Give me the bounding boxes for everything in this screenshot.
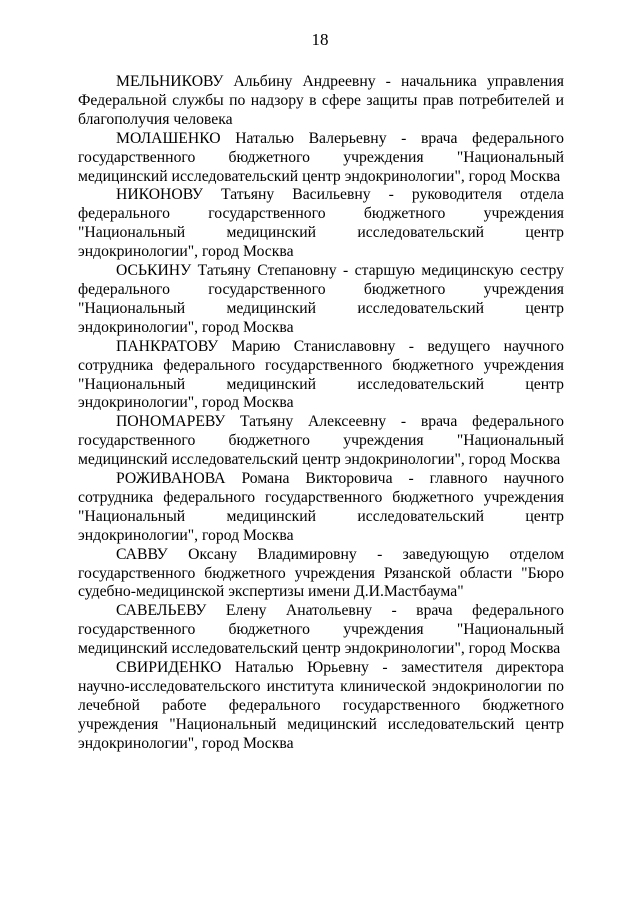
list-item: МОЛАШЕНКО Наталью Валерьевну - врача федерального государственного бюджетного учреждения "Национальный медицинский исследовательский центр эндокринологии", город Москва [78,129,564,185]
list-item: МЕЛЬНИКОВУ Альбину Андреевну - начальника управления Федеральной службы по надзору в сфере защиты прав потребителей и благополучия человека [78,73,564,128]
list-item: СВИРИДЕНКО Наталью Юрьевну - заместителя директора научно-исследовательского института клинической эндокринологии по лечебной работе федерального государственного бюджетного учреждения "Национальный медицинский исследовательский центр эндокринологии", город Москва [78,659,564,752]
list-item: САВВУ Оксану Владимировну - заведующую отделом государственного бюджетного учреждения Рязанской области "Бюро судебно-медицинской экспертизы имени Д.И.Мастбаума" [78,545,564,601]
award-list [78,73,564,754]
list-item: ОСЬКИНУ Татьяну Степановну - старшую медицинскую сестру федерального государственного бюджетного учреждения "Национальный медицинский исследовательский центр эндокринологии", город Москва [78,262,564,336]
list-item: ПАНКРАТОВУ Марию Станиславовну - ведущего научного сотрудника федерального государственного бюджетного учреждения "Национальный медицинский исследовательский центр эндокринологии", город Москва [78,337,564,412]
page-number: 18 [311,30,329,49]
list-item: РОЖИВАНОВА Романа Викторовича - главного научного сотрудника федерального государственного бюджетного учреждения "Национальный медицинский исследовательский центр эндокринологии", город Москва [78,470,564,544]
list-item: НИКОНОВУ Татьяну Васильевну - руководителя отдела федерального государственного бюджетного учреждения "Национальный медицинский исследовательский центр эндокринологии", город Москва [78,186,564,261]
list-item: САВЕЛЬЕВУ Елену Анатольевну - врача федерального государственного бюджетного учреждения "Национальный медицинский исследовательский центр эндокринологии", город Москва [78,602,564,658]
list-item: ПОНОМАРЕВУ Татьяну Алексеевну - врача федерального государственного бюджетного учреждения "Национальный медицинский исследовательский центр эндокринологии", город Москва [78,413,564,469]
